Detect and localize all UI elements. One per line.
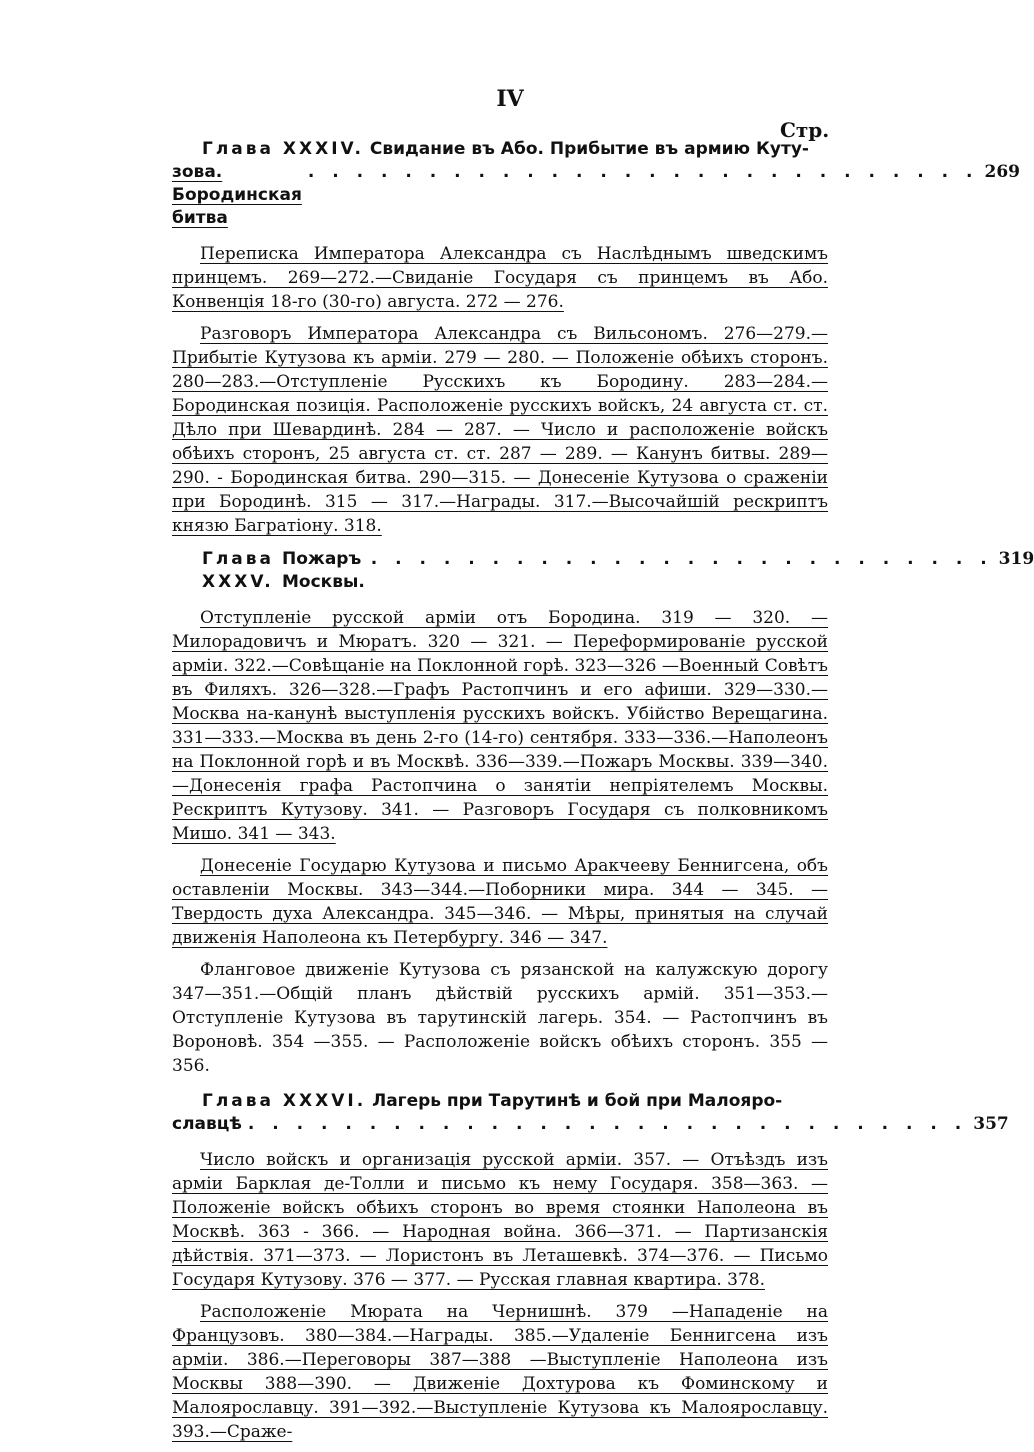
chapter-title-line2: славцѣ	[172, 1114, 242, 1134]
chapter-label: Глава XXXIV.	[202, 139, 364, 159]
leader-dots: . . . . . . . . . . . . . . . . . . . . . . . . . . . . . .	[247, 1114, 968, 1134]
chapter-summary-paragraph: Разговоръ Императора Александра съ Вильсономъ. 276—279.—Прибытіе Кутузова къ арміи. 279 — 280. — Положеніе обѣихъ сторонъ. 280—283.—Отступленіе Русскихъ къ Бородину. 283—284.—Бородинская позиція. Расположеніе русскихъ войскъ, 24 августа ст. ст. Дѣло при Шевардинѣ. 284 — 287. — Число и расположеніе войскъ обѣихъ сторонъ, 25 августа ст. ст. 287 — 289. — Канунъ битвы. 289—290. - Бородинская битва. 290—315. — Донесеніе Кутузова о сраженіи при Бородинѣ. 315 — 317.—Награды. 317.—Высочайшій рескриптъ князю Багратіону. 318.	[172, 324, 828, 536]
chapter-summary-paragraph: Фланговое движеніе Кутузова съ рязанской на калужскую дорогу 347—351.—Общій планъ дѣйствій русскихъ армій. 351—353.—Отступленіе Кутузова въ тарутинскій лагерь. 354. — Растопчинъ въ Вороновѣ. 354 —355. — Расположеніе войскъ обѣихъ сторонъ. 355 — 356.	[172, 960, 828, 1076]
chapter-title-line2: зова. Бородинская битва	[172, 162, 302, 228]
page-number: IV	[496, 86, 524, 112]
table-of-contents	[172, 138, 1034, 1452]
chapter-summary-paragraph: Переписка Императора Александра съ Наслѣднымъ шведскимъ принцемъ. 269—272.—Свиданіе Государя съ принцемъ въ Або. Конвенція 18-го (30-го) августа. 272 — 276.	[172, 244, 828, 312]
leader-dots: . . . . . . . . . . . . . . . . . . . . . . . . . .	[370, 549, 993, 569]
chapter-summary-paragraph: Расположеніе Мюрата на Чернишнѣ. 379 —Нападеніе на Французовъ. 380—384.—Награды. 385.—Удаленіе Беннигсена изъ арміи. 386.—Переговоры 387—388 —Выступленіе Наполеона изъ Москвы 388—390. — Движеніе Дохтурова къ Фоминскому и Малоярославцу. 391—392.—Выступленіе Кутузова къ Малоярославцу. 393.—Сраже-	[172, 1302, 828, 1442]
chapter-summary-paragraph: Отступленіе русской арміи отъ Бородина. 319 — 320. — Милорадовичъ и Мюратъ. 320 — 321. — Переформированіе русской арміи. 322.—Совѣщаніе на Поклонной горѣ. 323—326 —Военный Совѣтъ въ Филяхъ. 326—328.—Графъ Растопчинъ и его афиши. 329—330.—Москва на-канунѣ выступленія русскихъ войскъ. Убійство Верещагина. 331—333.—Москва въ день 2-го (14-го) сентября. 333—336.—Наполеонъ на Поклонной горѣ и въ Москвѣ. 336—339.—Пожаръ Москвы. 339—340.—Донесенія графа Растопчина о занятіи непріятелемъ Москвы. Рескриптъ Кутузову. 341. — Разговоръ Государя съ полковникомъ Мишо. 341 — 343.	[172, 608, 828, 844]
chapter-heading	[172, 548, 1034, 594]
chapter-block	[172, 138, 1020, 538]
chapter-page: 319	[998, 549, 1034, 569]
chapter-block	[172, 1090, 1009, 1444]
chapter-heading	[172, 138, 1020, 230]
chapter-block	[172, 548, 1034, 1078]
chapter-page: 357	[973, 1114, 1009, 1134]
chapter-label: Глава XXXVI.	[202, 1091, 367, 1111]
page-column-label: Стр.	[780, 118, 830, 142]
chapter-label: Глава XXXV.	[202, 549, 274, 592]
chapter-page: 269	[984, 162, 1020, 182]
chapter-title-line2: Пожаръ Москвы.	[282, 549, 365, 592]
chapter-title-line1: Свидание въ Або. Прибытие въ армию Куту-	[369, 139, 809, 159]
chapter-heading	[172, 1090, 1009, 1136]
leader-dots: . . . . . . . . . . . . . . . . . . . . . . . . . . . .	[307, 162, 979, 182]
chapter-title-line1: Лагерь при Тарутинѣ и бой при Малояро-	[372, 1091, 783, 1111]
chapter-summary-paragraph: Число войскъ и организація русской арміи. 357. — Отъѣздъ изъ арміи Барклая де-Толли и письмо къ нему Государя. 358—363. — Положеніе войскъ обѣихъ сторонъ во время стоянки Наполеона въ Москвѣ. 363 - 366. — Народная война. 366—371. — Партизанскія дѣйствія. 371—373. — Лористонъ въ Леташевкѣ. 374—376. — Письмо Государя Кутузову. 376 — 377. — Русская главная квартира. 378.	[172, 1150, 828, 1290]
chapter-summary-paragraph: Донесеніе Государю Кутузова и письмо Аракчееву Беннигсена, объ оставленіи Москвы. 343—344.—Поборники мира. 344 — 345. — Твердость духа Александра. 345—346. — Мѣры, принятыя на случай движенія Наполеона къ Петербургу. 346 — 347.	[172, 856, 828, 948]
